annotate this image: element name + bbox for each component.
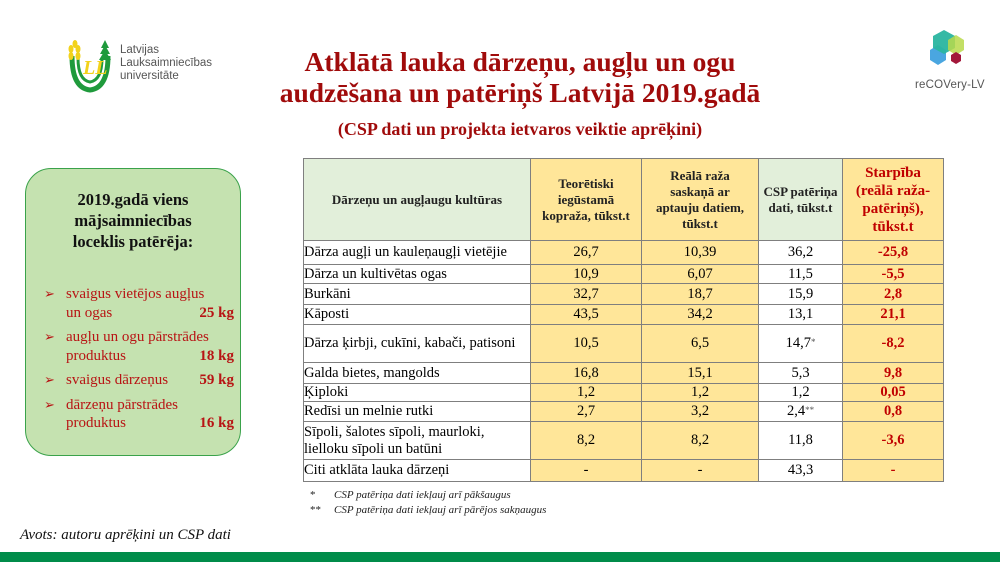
cell-theoretical <box>531 402 642 422</box>
item-text: un ogas <box>66 304 113 321</box>
page-subtitle: (CSP dati un projekta ietvaros veiktie aprēķini) <box>337 119 703 139</box>
llu-name-line: Latvijas <box>120 44 159 56</box>
cell-real-value: - <box>697 462 703 478</box>
cell-theoretical-value: 10,5 <box>573 335 599 351</box>
cell-real <box>642 363 759 384</box>
cell-theoretical-value: 1,2 <box>576 384 596 400</box>
cell-theoretical <box>531 422 642 460</box>
cell-crop <box>304 305 531 325</box>
cell-difference-value: -8,2 <box>881 335 905 351</box>
cell-theoretical-value: 32,7 <box>573 285 599 302</box>
cell-real-value: 6,5 <box>690 335 710 351</box>
arrow-bullet-icon: ➢ <box>44 329 55 344</box>
cell-difference <box>843 305 944 325</box>
arrow-bullet-icon: ➢ <box>44 372 55 387</box>
cell-crop <box>304 325 531 363</box>
cell-csp <box>759 325 843 363</box>
page-title <box>240 46 800 108</box>
cell-crop-value: Kāposti <box>304 306 350 322</box>
source-note: Avots: autoru aprēķini un CSP dati <box>20 527 231 543</box>
header-text: kopraža, tūkst.t <box>542 207 630 223</box>
cell-crop <box>304 284 531 305</box>
cell-difference <box>843 402 944 422</box>
header-text: Starpība <box>865 164 921 181</box>
cell-theoretical <box>531 363 642 384</box>
cell-csp <box>759 363 843 384</box>
cell-real-value: 3,2 <box>690 403 710 419</box>
llu-emblem-icon <box>66 36 114 94</box>
cell-theoretical <box>531 325 642 363</box>
cell-real-value: 10,39 <box>683 244 717 260</box>
cell-real-value: 6,07 <box>687 265 713 282</box>
cell-real <box>642 305 759 325</box>
table-row <box>304 422 944 460</box>
hexagons-icon <box>910 28 980 78</box>
cell-csp-value: 5,3 <box>791 364 810 381</box>
cell-theoretical-value: - <box>583 462 589 478</box>
cell-csp-value: 11,5 <box>788 265 813 282</box>
cell-real-value: 34,2 <box>687 306 713 322</box>
llu-monogram: LL <box>83 57 108 79</box>
cell-real <box>642 241 759 265</box>
header-text: aptauju datiem, <box>655 199 745 215</box>
cell-crop <box>304 402 531 422</box>
cell-csp <box>759 284 843 305</box>
cell-theoretical <box>531 384 642 402</box>
item-value: 16 kg <box>199 415 234 431</box>
cell-theoretical <box>531 265 642 284</box>
cell-csp-value: 11,8 <box>788 432 813 448</box>
infobox-list <box>44 285 234 439</box>
cell-real-value: 18,7 <box>687 285 713 302</box>
cell-difference <box>843 384 944 402</box>
infobox-heading-line: loceklis patērēja: <box>72 232 194 251</box>
cell-csp-value: 15,9 <box>787 285 814 302</box>
cell-crop-value: Galda bietes, mangolds <box>304 364 440 381</box>
cell-difference-value: 21,1 <box>880 306 906 322</box>
cell-crop <box>304 265 531 284</box>
cell-real <box>642 265 759 284</box>
infobox-heading <box>26 189 240 252</box>
item-value: 59 kg <box>199 372 234 388</box>
cell-csp-value: 2,4 <box>786 403 806 419</box>
production-consumption-table <box>303 158 944 482</box>
infobox-item <box>44 371 234 390</box>
item-text: produktus <box>66 347 126 364</box>
cell-csp-value: 14,7 <box>785 335 811 351</box>
cell-difference <box>843 284 944 305</box>
item-text: dārzeņu pārstrādes <box>66 396 179 413</box>
cell-real-value: 1,2 <box>690 384 710 400</box>
cell-theoretical-value: 8,2 <box>576 432 596 448</box>
header-text: saskaņā ar <box>670 183 730 199</box>
cell-crop-value: Citi atklāta lauka dārzeņi <box>304 462 450 478</box>
cell-real-value: 8,2 <box>690 432 710 448</box>
title-line: Atklātā lauka dārzeņu, augļu un ogu <box>304 46 736 77</box>
cell-crop-value: Burkāni <box>304 285 351 302</box>
item-text: svaigus dārzeņus <box>66 372 169 388</box>
bottom-bar <box>0 552 1000 562</box>
cell-real <box>642 460 759 482</box>
col-header-crop <box>304 159 531 241</box>
cell-real-value: 15,1 <box>687 364 713 381</box>
cell-difference <box>843 460 944 482</box>
cell-crop-value: Redīsi un melnie rutki <box>304 403 434 419</box>
col-header-theoretical <box>531 159 642 241</box>
recovery-logo <box>910 28 990 98</box>
llu-name-line: universitāte <box>120 70 179 82</box>
cell-difference-value: -5,5 <box>881 265 905 282</box>
llu-name-line: Lauksaimniecības <box>120 57 213 69</box>
header-text: dati, tūkst.t <box>768 199 833 215</box>
cell-csp <box>759 265 843 284</box>
infobox-heading-line: mājsaimniecības <box>74 211 192 230</box>
item-text: produktus <box>66 415 126 431</box>
cell-crop-value: Dārza un kultivētas ogas <box>304 265 447 282</box>
cell-crop-value: Dārza augļi un kauleņaugļi vietējie <box>304 244 507 260</box>
cell-crop-value: Ķiploki <box>304 384 349 400</box>
consumption-infobox <box>25 168 241 456</box>
cell-csp <box>759 422 843 460</box>
header-text: CSP patēriņa <box>763 183 838 199</box>
footnotes <box>310 488 546 518</box>
table-row <box>304 241 944 265</box>
table-row <box>304 325 944 363</box>
cell-theoretical <box>531 284 642 305</box>
table-row <box>304 384 944 402</box>
footnote-mark: * <box>310 489 316 501</box>
header-text: (reālā raža- <box>855 182 931 199</box>
footnote-mark: ** <box>310 504 321 516</box>
col-header-difference <box>843 159 944 241</box>
footnote <box>310 503 546 518</box>
cell-difference-value: 0,8 <box>883 403 903 419</box>
cell-csp-value: 43,3 <box>787 462 814 478</box>
table-row <box>304 402 944 422</box>
arrow-bullet-icon: ➢ <box>44 286 55 301</box>
table-row <box>304 460 944 482</box>
footnote-text: CSP patēriņa dati iekļauj arī pākšaugus <box>334 489 511 501</box>
table-header-row <box>304 159 944 241</box>
llu-logo <box>66 36 246 96</box>
footnote <box>310 488 546 503</box>
header-text: tūkst.t <box>682 215 718 231</box>
cell-difference <box>843 325 944 363</box>
footnote-mark: * <box>810 337 816 347</box>
cell-difference-value: -3,6 <box>881 432 905 448</box>
infobox-heading-line: 2019.gadā viens <box>77 190 189 209</box>
cell-difference-value: -25,8 <box>877 244 909 260</box>
header-text: Reālā raža <box>670 167 730 183</box>
cell-csp <box>759 241 843 265</box>
cell-crop <box>304 422 531 460</box>
header-text: Teorētiski <box>558 175 614 191</box>
cell-csp <box>759 402 843 422</box>
cell-csp-value: 1,2 <box>791 384 810 400</box>
cell-crop <box>304 241 531 265</box>
infobox-item <box>44 285 234 322</box>
cell-theoretical <box>531 305 642 325</box>
cell-difference-value: 9,8 <box>883 364 903 381</box>
table-row <box>304 265 944 284</box>
cell-csp <box>759 384 843 402</box>
item-text: svaigus vietējos augļus <box>66 286 205 302</box>
header-text: tūkst.t <box>872 218 914 235</box>
item-text: augļu un ogu pārstrādes <box>66 329 209 345</box>
cell-difference <box>843 241 944 265</box>
arrow-bullet-icon: ➢ <box>44 396 55 412</box>
col-header-csp <box>759 159 843 241</box>
cell-real <box>642 422 759 460</box>
cell-difference <box>843 422 944 460</box>
table-row <box>304 305 944 325</box>
llu-name <box>120 44 212 83</box>
infobox-item <box>44 396 234 433</box>
cell-difference-value: 2,8 <box>883 285 903 302</box>
footnote-mark: ** <box>805 405 815 415</box>
cell-theoretical-value: 26,7 <box>573 244 599 260</box>
footnote-text: CSP patēriņa dati iekļauj arī pārējos sakņaugus <box>334 504 547 516</box>
cell-theoretical-value: 43,5 <box>573 306 599 322</box>
header-text: patēriņš), <box>862 200 924 217</box>
cell-difference <box>843 363 944 384</box>
cell-csp <box>759 305 843 325</box>
cell-difference-value: 0,05 <box>880 384 906 400</box>
cell-crop-value: Sīpoli, šalotes sīpoli, maurloki, lielloku sīpoli un batūni <box>304 423 485 457</box>
recovery-name: reCOVery-LV <box>915 79 985 91</box>
item-value: 18 kg <box>199 347 234 364</box>
cell-real <box>642 325 759 363</box>
cell-difference-value: - <box>890 462 896 478</box>
cell-crop <box>304 384 531 402</box>
infobox-item <box>44 328 234 365</box>
cell-csp-value: 36,2 <box>787 244 814 260</box>
header-text: Dārzeņu un augļaugu kultūras <box>331 191 503 207</box>
cell-theoretical-value: 16,8 <box>573 364 599 381</box>
cell-real <box>642 284 759 305</box>
cell-crop <box>304 460 531 482</box>
cell-crop <box>304 363 531 384</box>
cell-theoretical <box>531 241 642 265</box>
table-row <box>304 363 944 384</box>
cell-csp <box>759 460 843 482</box>
col-header-real <box>642 159 759 241</box>
cell-difference <box>843 265 944 284</box>
cell-crop-value: Dārza ķirbji, cukīni, kabači, patisoni <box>304 335 516 351</box>
cell-real <box>642 402 759 422</box>
cell-theoretical <box>531 460 642 482</box>
cell-theoretical-value: 10,9 <box>573 265 599 282</box>
item-value: 25 kg <box>199 304 234 321</box>
title-line: audzēšana un patēriņš Latvijā 2019.gadā <box>279 77 761 108</box>
cell-theoretical-value: 2,7 <box>576 403 596 419</box>
cell-real <box>642 384 759 402</box>
header-text: iegūstamā <box>557 191 615 207</box>
cell-csp-value: 13,1 <box>787 306 814 322</box>
table-row <box>304 284 944 305</box>
